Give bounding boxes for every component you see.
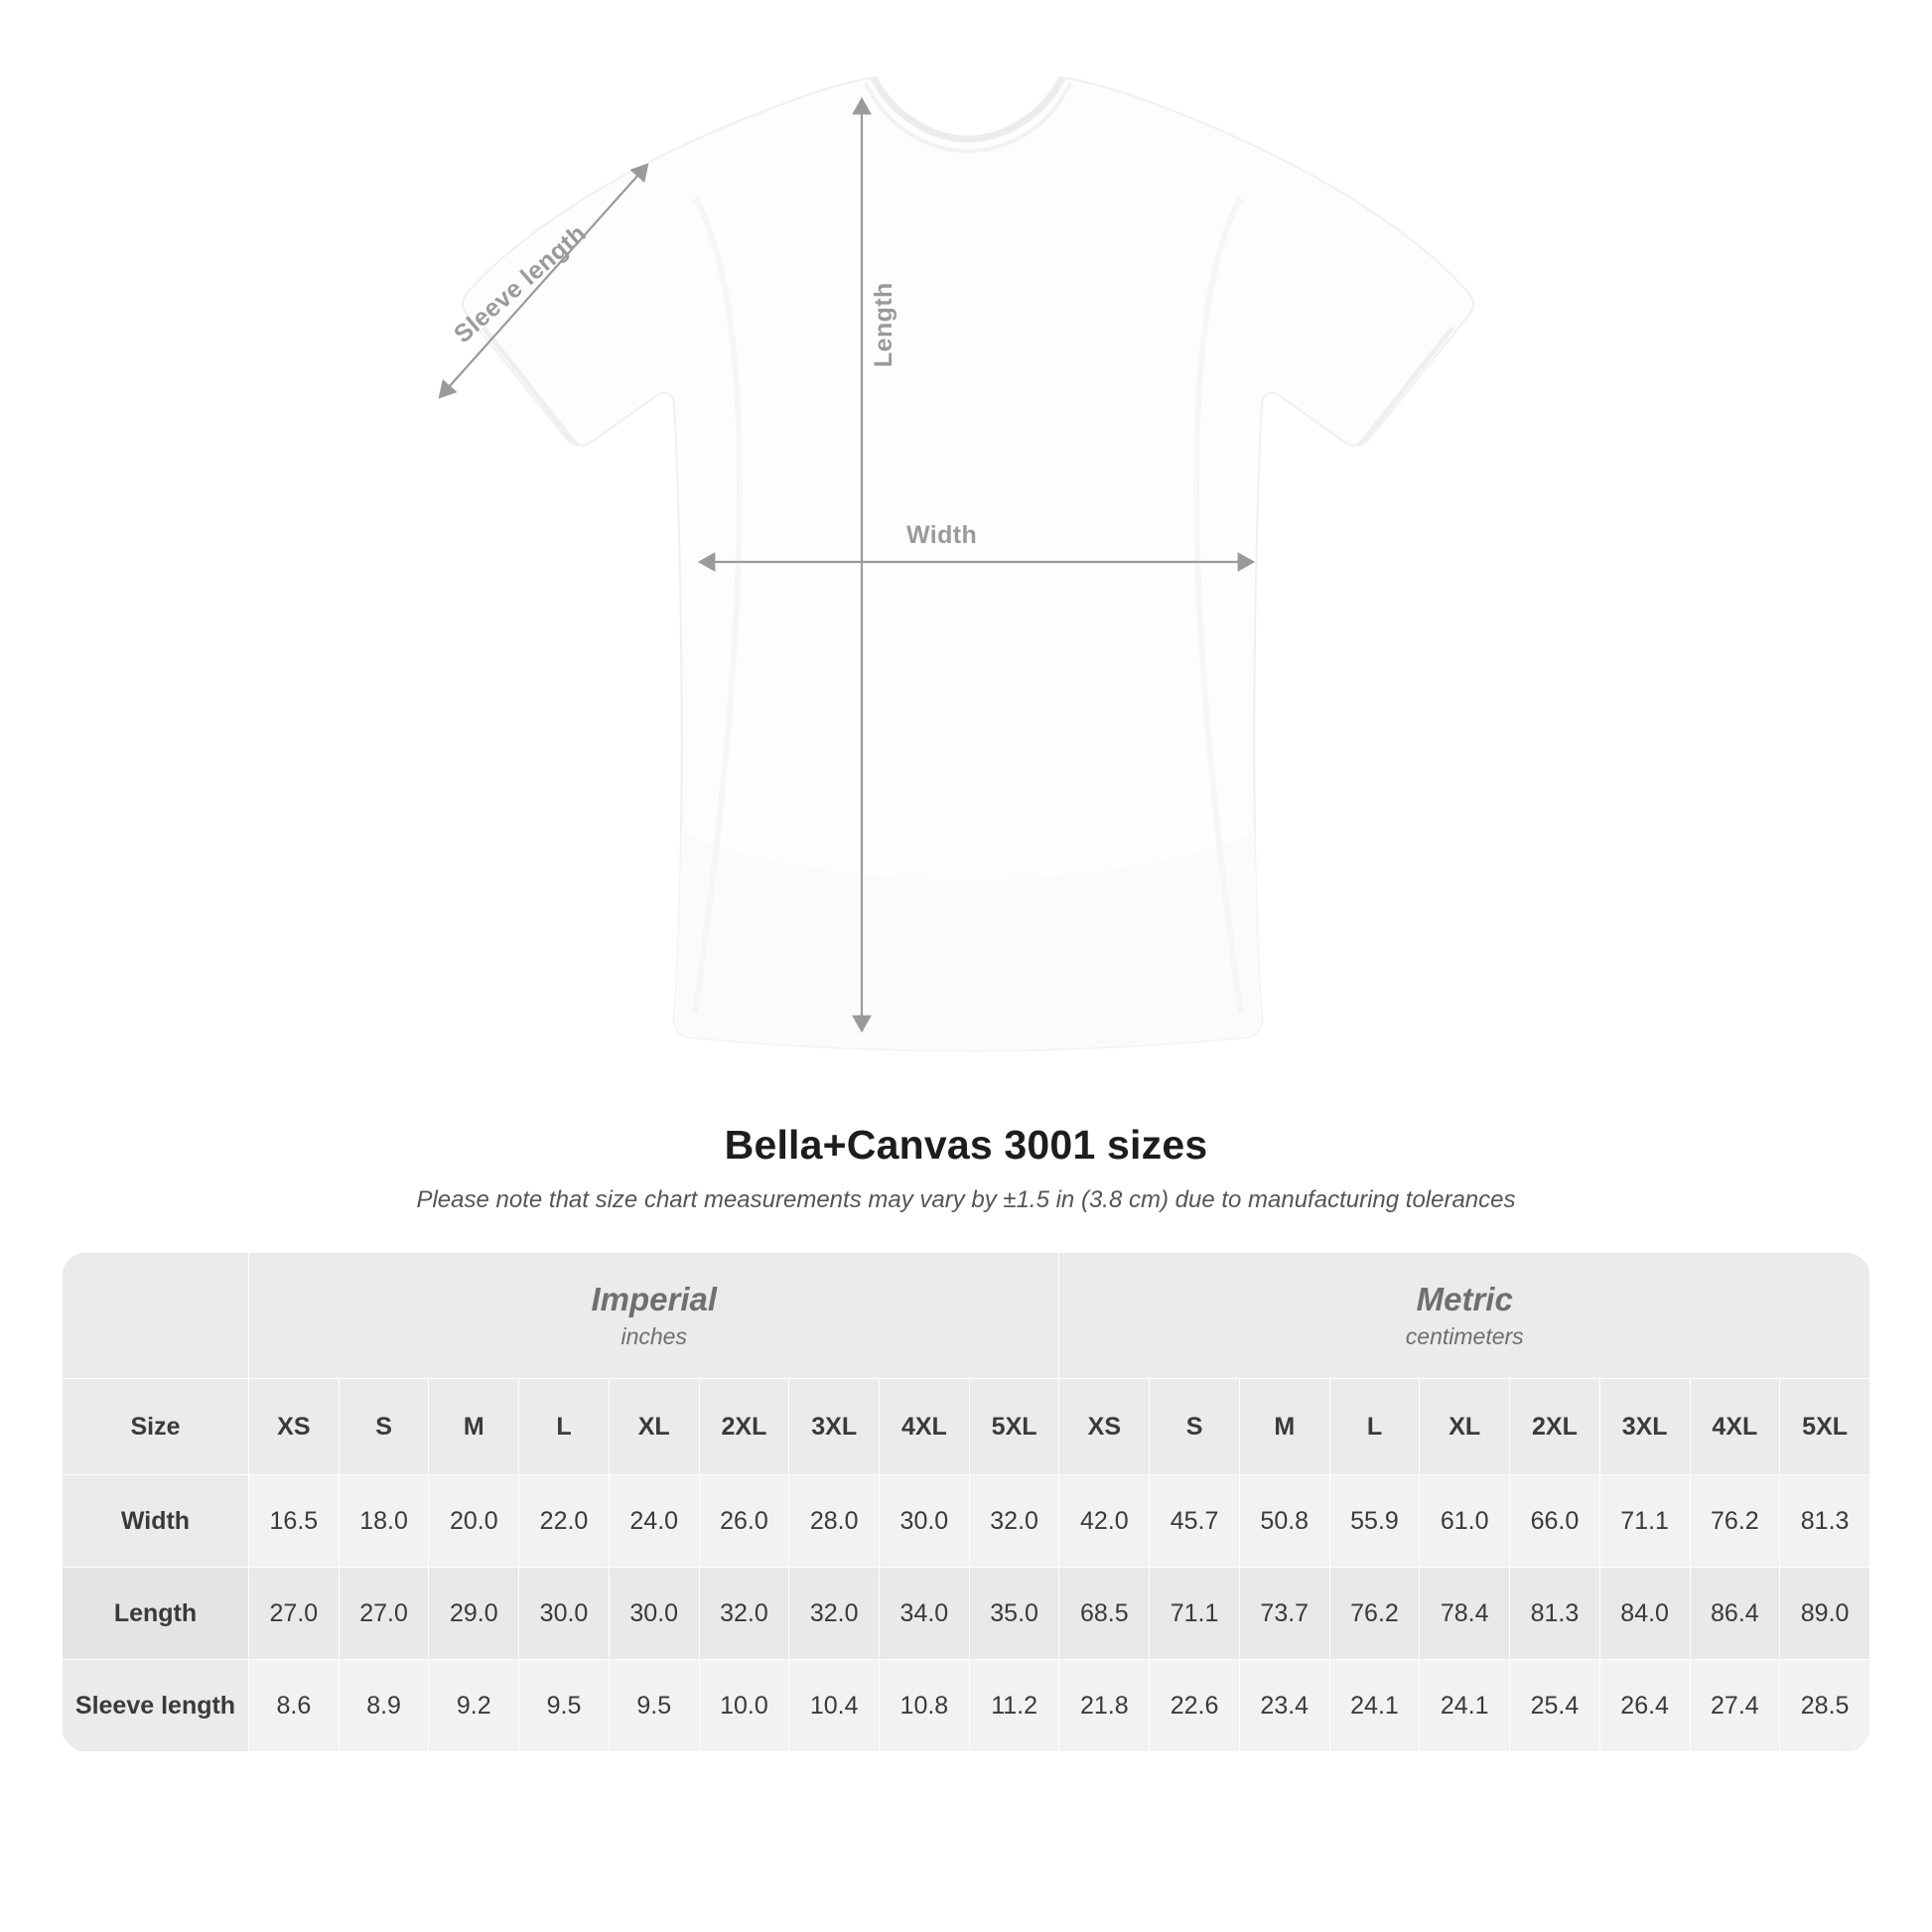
table-cell: 9.5 — [609, 1660, 699, 1752]
table-row — [63, 1660, 1870, 1752]
size-header-cell: 2XL — [699, 1379, 789, 1475]
tshirt-shape — [463, 77, 1473, 1050]
table-cell: 27.4 — [1690, 1660, 1780, 1752]
table-cell: 71.1 — [1150, 1568, 1240, 1660]
table-row — [63, 1475, 1870, 1568]
table-cell: 68.5 — [1059, 1568, 1150, 1660]
table-cell: 11.2 — [969, 1660, 1059, 1752]
table-cell: 21.8 — [1059, 1660, 1150, 1752]
tolerance-note: Please note that size chart measurements may vary by ±1.5 in (3.8 cm) due to manufacturing tolerances — [416, 1186, 1516, 1213]
table-cell: 86.4 — [1690, 1568, 1780, 1660]
size-header-cell: M — [1239, 1379, 1329, 1475]
page-title: Bella+Canvas 3001 sizes — [724, 1122, 1208, 1168]
table-cell: 25.4 — [1510, 1660, 1600, 1752]
table-cell: 89.0 — [1780, 1568, 1870, 1660]
length-label: Length — [870, 282, 897, 367]
size-header-cell: XL — [609, 1379, 699, 1475]
table-cell: 32.0 — [789, 1568, 880, 1660]
table-cell: 30.0 — [609, 1568, 699, 1660]
table-cell: 18.0 — [339, 1475, 429, 1568]
table-cell: 10.4 — [789, 1660, 880, 1752]
table-cell: 9.2 — [429, 1660, 519, 1752]
size-header-cell: L — [1329, 1379, 1420, 1475]
size-table — [62, 1252, 1870, 1752]
table-cell: 28.0 — [789, 1475, 880, 1568]
table-cell: 20.0 — [429, 1475, 519, 1568]
row-label-width: Width — [63, 1475, 249, 1568]
table-cell: 76.2 — [1690, 1475, 1780, 1568]
table-row — [63, 1568, 1870, 1660]
size-table-wrapper — [62, 1252, 1870, 1752]
size-header-cell: XS — [1059, 1379, 1150, 1475]
table-cell: 50.8 — [1239, 1475, 1329, 1568]
table-cell: 81.3 — [1510, 1568, 1600, 1660]
table-cell: 24.0 — [609, 1475, 699, 1568]
size-header-cell: M — [429, 1379, 519, 1475]
sleeve-length-label: Sleeve length — [449, 218, 592, 349]
unit-header-row — [63, 1253, 1870, 1379]
size-header-cell: 4XL — [880, 1379, 970, 1475]
table-cell: 66.0 — [1510, 1475, 1600, 1568]
table-cell: 10.0 — [699, 1660, 789, 1752]
table-cell: 30.0 — [519, 1568, 610, 1660]
row-label-length: Length — [63, 1568, 249, 1660]
table-cell: 84.0 — [1599, 1568, 1690, 1660]
imperial-unit-cell — [249, 1253, 1059, 1379]
metric-unit-name: Metric — [1416, 1281, 1513, 1318]
table-cell: 30.0 — [880, 1475, 970, 1568]
table-cell: 16.5 — [249, 1475, 340, 1568]
size-header-cell: 2XL — [1510, 1379, 1600, 1475]
size-header-cell: S — [1150, 1379, 1240, 1475]
imperial-unit-sub: inches — [621, 1322, 687, 1349]
size-header-cell: 5XL — [969, 1379, 1059, 1475]
table-cell: 71.1 — [1599, 1475, 1690, 1568]
table-cell: 55.9 — [1329, 1475, 1420, 1568]
size-header-cell: 3XL — [1599, 1379, 1690, 1475]
table-cell: 23.4 — [1239, 1660, 1329, 1752]
table-corner-cell — [63, 1253, 249, 1379]
size-header-cell: XL — [1420, 1379, 1510, 1475]
table-cell: 9.5 — [519, 1660, 610, 1752]
table-cell: 76.2 — [1329, 1568, 1420, 1660]
table-cell: 42.0 — [1059, 1475, 1150, 1568]
table-cell: 34.0 — [880, 1568, 970, 1660]
size-header-cell: XS — [249, 1379, 340, 1475]
width-label: Width — [906, 521, 978, 549]
table-cell: 24.1 — [1329, 1660, 1420, 1752]
table-cell: 29.0 — [429, 1568, 519, 1660]
table-cell: 81.3 — [1780, 1475, 1870, 1568]
table-cell: 24.1 — [1420, 1660, 1510, 1752]
table-cell: 8.9 — [339, 1660, 429, 1752]
metric-unit-cell — [1059, 1253, 1870, 1379]
size-header-cell: 3XL — [789, 1379, 880, 1475]
table-cell: 22.6 — [1150, 1660, 1240, 1752]
table-cell: 32.0 — [699, 1568, 789, 1660]
table-cell: 78.4 — [1420, 1568, 1510, 1660]
table-cell: 26.0 — [699, 1475, 789, 1568]
size-header-cell: S — [339, 1379, 429, 1475]
table-cell: 32.0 — [969, 1475, 1059, 1568]
table-cell: 73.7 — [1239, 1568, 1329, 1660]
table-cell: 61.0 — [1420, 1475, 1510, 1568]
table-cell: 28.5 — [1780, 1660, 1870, 1752]
row-label-sleeve-length: Sleeve length — [63, 1660, 249, 1752]
table-cell: 35.0 — [969, 1568, 1059, 1660]
table-cell: 10.8 — [880, 1660, 970, 1752]
table-cell: 22.0 — [519, 1475, 610, 1568]
size-header-cell: L — [519, 1379, 610, 1475]
size-header-row — [63, 1379, 1870, 1475]
size-header-cell: 4XL — [1690, 1379, 1780, 1475]
chart-heading — [0, 1122, 1932, 1214]
table-cell: 8.6 — [249, 1660, 340, 1752]
size-header-cell: 5XL — [1780, 1379, 1870, 1475]
table-cell: 27.0 — [249, 1568, 340, 1660]
table-cell: 26.4 — [1599, 1660, 1690, 1752]
metric-unit-sub: centimeters — [1405, 1322, 1524, 1349]
size-header-label: Size — [63, 1379, 249, 1475]
imperial-unit-name: Imperial — [591, 1281, 718, 1318]
table-cell: 45.7 — [1150, 1475, 1240, 1568]
table-cell: 27.0 — [339, 1568, 429, 1660]
